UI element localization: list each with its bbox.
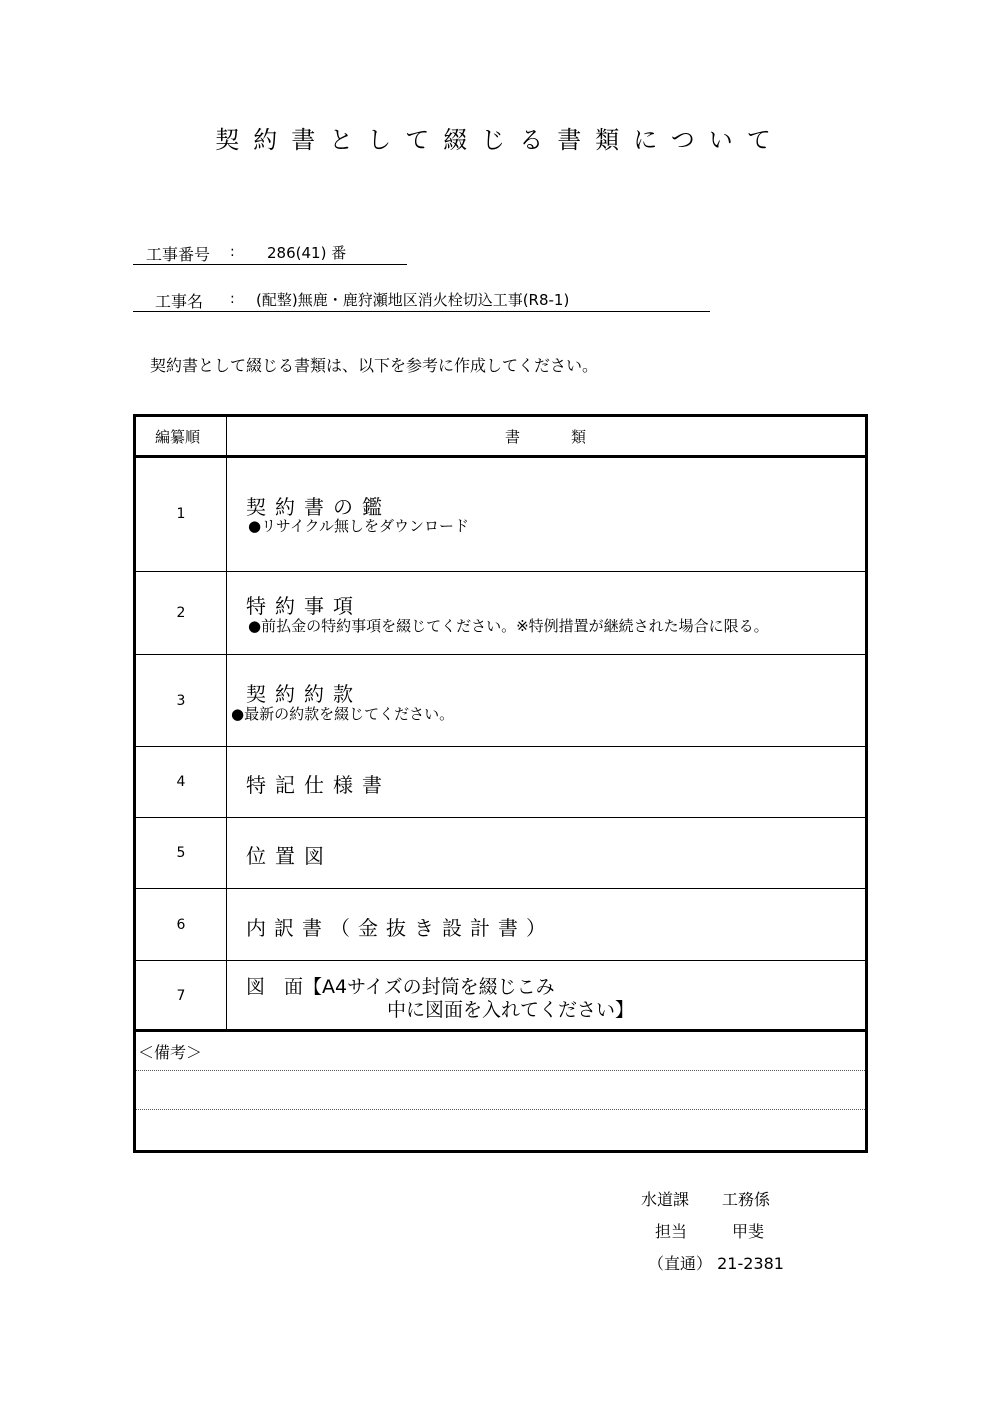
construction-number-label: 工事番号 — [146, 245, 211, 264]
row-1-number: 1 — [176, 506, 186, 522]
footer-phone: （直通） 21-2381 — [648, 1254, 784, 1273]
construction-name-label: 工事名 — [155, 292, 204, 311]
row-3-number: 3 — [176, 693, 186, 709]
remarks-divider — [133, 1029, 868, 1032]
row-4-number: 4 — [176, 774, 186, 790]
footer-person-name: 甲斐 — [732, 1222, 765, 1241]
row-divider-1 — [133, 571, 868, 572]
row-3-note: ●最新の約款を綴じてください。 — [231, 705, 455, 723]
intro-text: 契約書として綴じる書類は、以下を参考に作成してください。 — [150, 356, 599, 375]
row-divider-5 — [133, 888, 868, 889]
row-1-title: 契約書の鑑 — [246, 495, 391, 519]
construction-name-colon: : — [230, 291, 235, 307]
header-documents-2: 類 — [571, 428, 587, 446]
row-6-number: 6 — [176, 917, 186, 933]
row-2-note: ●前払金の特約事項を綴じてください。※特例措置が継続された場合に限る。 — [248, 617, 769, 635]
row-5-title: 位置図 — [246, 844, 333, 868]
footer-department: 水道課 — [641, 1190, 690, 1209]
remarks-label: ＜備考＞ — [138, 1043, 203, 1062]
row-5-number: 5 — [176, 845, 186, 861]
remarks-dotted-line-1 — [136, 1070, 865, 1071]
row-6-title: 内訳書（金抜き設計書） — [246, 916, 554, 940]
table-header-divider — [133, 455, 868, 458]
construction-name-value: (配整)無鹿・鹿狩瀬地区消火栓切込工事(R8-1) — [256, 291, 570, 309]
construction-number-colon: : — [230, 244, 235, 260]
row-divider-3 — [133, 746, 868, 747]
construction-number-underline — [133, 264, 407, 265]
row-7-title-line-2: 中に図面を入れてください】 — [387, 999, 635, 1021]
row-2-number: 2 — [176, 605, 186, 621]
row-4-title: 特記仕様書 — [246, 773, 391, 797]
documents-table — [133, 414, 868, 1153]
header-documents-1: 書 — [505, 428, 521, 446]
row-2-title: 特約事項 — [246, 594, 362, 618]
footer-person-label: 担当 — [655, 1222, 688, 1241]
document-title: 契約書として綴じる書類について — [215, 126, 785, 154]
row-divider-4 — [133, 817, 868, 818]
row-divider-6 — [133, 960, 868, 961]
row-7-title-line-1: 図 面【A4サイズの封筒を綴じこみ — [246, 976, 555, 998]
table-column-divider — [226, 414, 227, 1031]
row-7-number: 7 — [176, 988, 186, 1004]
footer-section: 工務係 — [722, 1190, 771, 1209]
row-3-title: 契約約款 — [246, 682, 362, 706]
remarks-dotted-line-2 — [136, 1109, 865, 1110]
header-order: 編纂順 — [155, 428, 201, 446]
construction-number-value: 286(41) 番 — [267, 244, 347, 262]
row-divider-2 — [133, 654, 868, 655]
construction-name-underline — [133, 311, 710, 312]
row-1-note: ●リサイクル無しをダウンロード — [248, 517, 469, 535]
